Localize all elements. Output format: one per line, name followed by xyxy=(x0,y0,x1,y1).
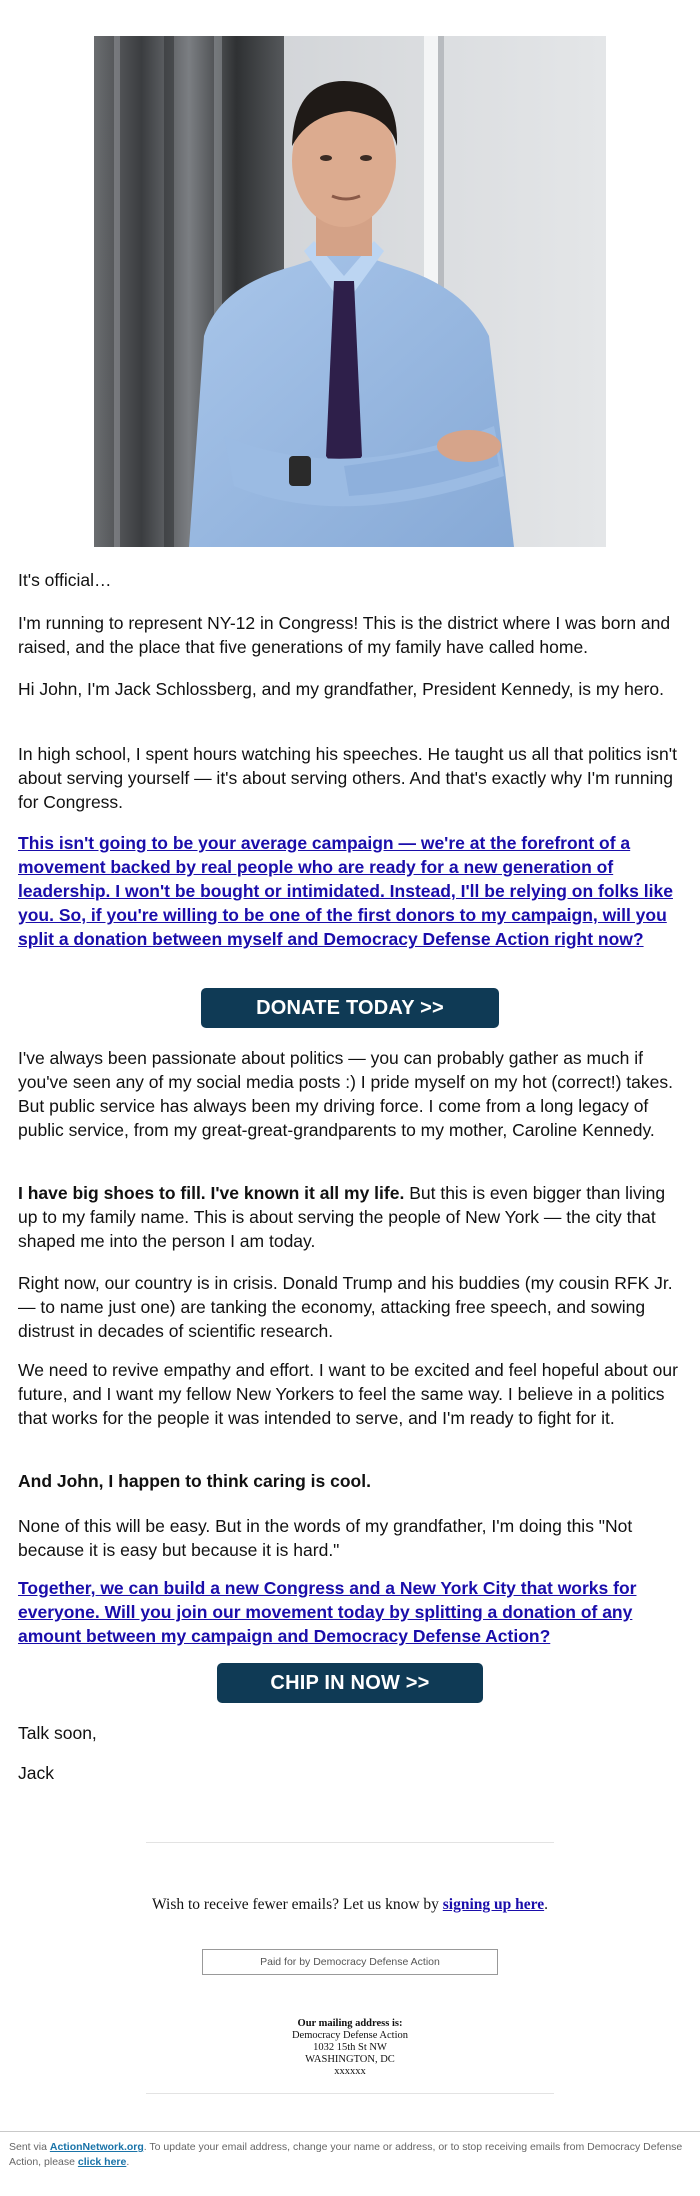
candidate-photo xyxy=(94,36,606,547)
address-org: Democracy Defense Action xyxy=(291,2030,409,2041)
body-passion: I've always been passionate about politics — you can probably gather as much if you've seen any of my social media posts :) I pride myself on my hot (correct!) takes. But public service has always been my driving force. I come from a long legacy of public service, from my great-great-grandparents to my mother, Caroline Kennedy. xyxy=(18,1048,673,1140)
click-here-link[interactable]: click here xyxy=(77,2156,127,2168)
unsubscribe-text: Wish to receive fewer emails? Let us know by xyxy=(152,1896,443,1913)
body-shoes xyxy=(18,1181,682,1253)
body-caring: And John, I happen to think caring is cool. xyxy=(18,1471,371,1491)
footer-separator xyxy=(0,2131,700,2132)
address-zip: xxxxxx xyxy=(334,2066,366,2077)
paid-for-disclaimer: Paid for by Democracy Defense Action xyxy=(202,1949,498,1975)
appeal-link-2[interactable]: Together, we can build a new Congress and a New York City that works for everyone. Will you join our movement today by splitting a donation of any amount between my campaign and Democracy Defense Action? xyxy=(18,1578,637,1646)
address-street: 1032 15th St NW xyxy=(313,2042,387,2053)
address-heading: Our mailing address is: xyxy=(297,2018,403,2029)
intro-school: In high school, I spent hours watching his speeches. He taught us all that politics isn't about serving yourself — it's about serving others. And that's exactly why I'm running for Congress. xyxy=(18,744,677,812)
body-empathy: We need to revive empathy and effort. I want to be excited and feel hopeful about our future, and I want my fellow New Yorkers to feel the same way. I believe in a politics that works for the people it was intended to serve, and I'm ready to fight for it. xyxy=(18,1360,678,1428)
body-easy: None of this will be easy. But in the words of my grandfather, I'm doing this "Not because it is easy but because it is hard." xyxy=(18,1516,633,1560)
intro-running: I'm running to represent NY-12 in Congress! This is the district where I was born and raised, and the place that five generations of my family have called home. xyxy=(18,613,671,657)
footer-sent-via: Sent via xyxy=(9,2141,50,2153)
body-shoes-bold: I have big shoes to fill. I've known it all my life. xyxy=(18,1183,405,1203)
footer-text xyxy=(9,2140,689,2170)
intro-official: It's official… xyxy=(18,570,112,590)
donate-today-button[interactable]: DONATE TODAY >> xyxy=(201,988,499,1028)
appeal-paragraph-1 xyxy=(18,831,682,951)
chip-in-now-button[interactable]: CHIP IN NOW >> xyxy=(217,1663,483,1703)
mailing-address xyxy=(0,2018,700,2078)
divider-top xyxy=(146,1842,554,1843)
candidate-photo-illustration xyxy=(94,36,606,547)
footer-end: . xyxy=(126,2156,130,2168)
signoff-name: Jack xyxy=(18,1763,54,1783)
intro-hi: Hi John, I'm Jack Schlossberg, and my grandfather, President Kennedy, is my hero. xyxy=(18,679,664,699)
signing-up-link[interactable]: signing up here xyxy=(442,1896,545,1913)
body-crisis: Right now, our country is in crisis. Donald Trump and his buddies (my cousin RFK Jr. — to name just one) are tanking the economy, attacking free speech, and sowing distrust in decades of scientific research. xyxy=(18,1273,673,1341)
address-city: WASHINGTON, DC xyxy=(305,2054,395,2065)
signoff-talk: Talk soon, xyxy=(18,1723,97,1743)
appeal-link-1[interactable]: This isn't going to be your average campaign — we're at the forefront of a movement backed by real people who are ready for a new generation of leadership. I won't be bought or intimidated. Instead, I'll be relying on folks like you. So, if you're willing to be one of the first donors to my campaign, will you split a donation between myself and Democracy Defense Action right now? xyxy=(18,833,673,949)
unsubscribe-end: . xyxy=(544,1896,548,1913)
body-shoes-rest: But this is even bigger than living up to my family name. This is about serving the people of New York — the city that shaped me into the person I am today. xyxy=(18,1183,666,1251)
unsubscribe-line xyxy=(0,1896,700,1914)
footer-middle: . To update your email address, change your name or address, or to stop receiving emails from Democracy Defense Action, please xyxy=(9,2141,683,2168)
actionnetwork-link[interactable]: ActionNetwork.org xyxy=(49,2141,144,2153)
appeal-paragraph-2 xyxy=(18,1576,682,1648)
divider-bottom xyxy=(146,2093,554,2094)
